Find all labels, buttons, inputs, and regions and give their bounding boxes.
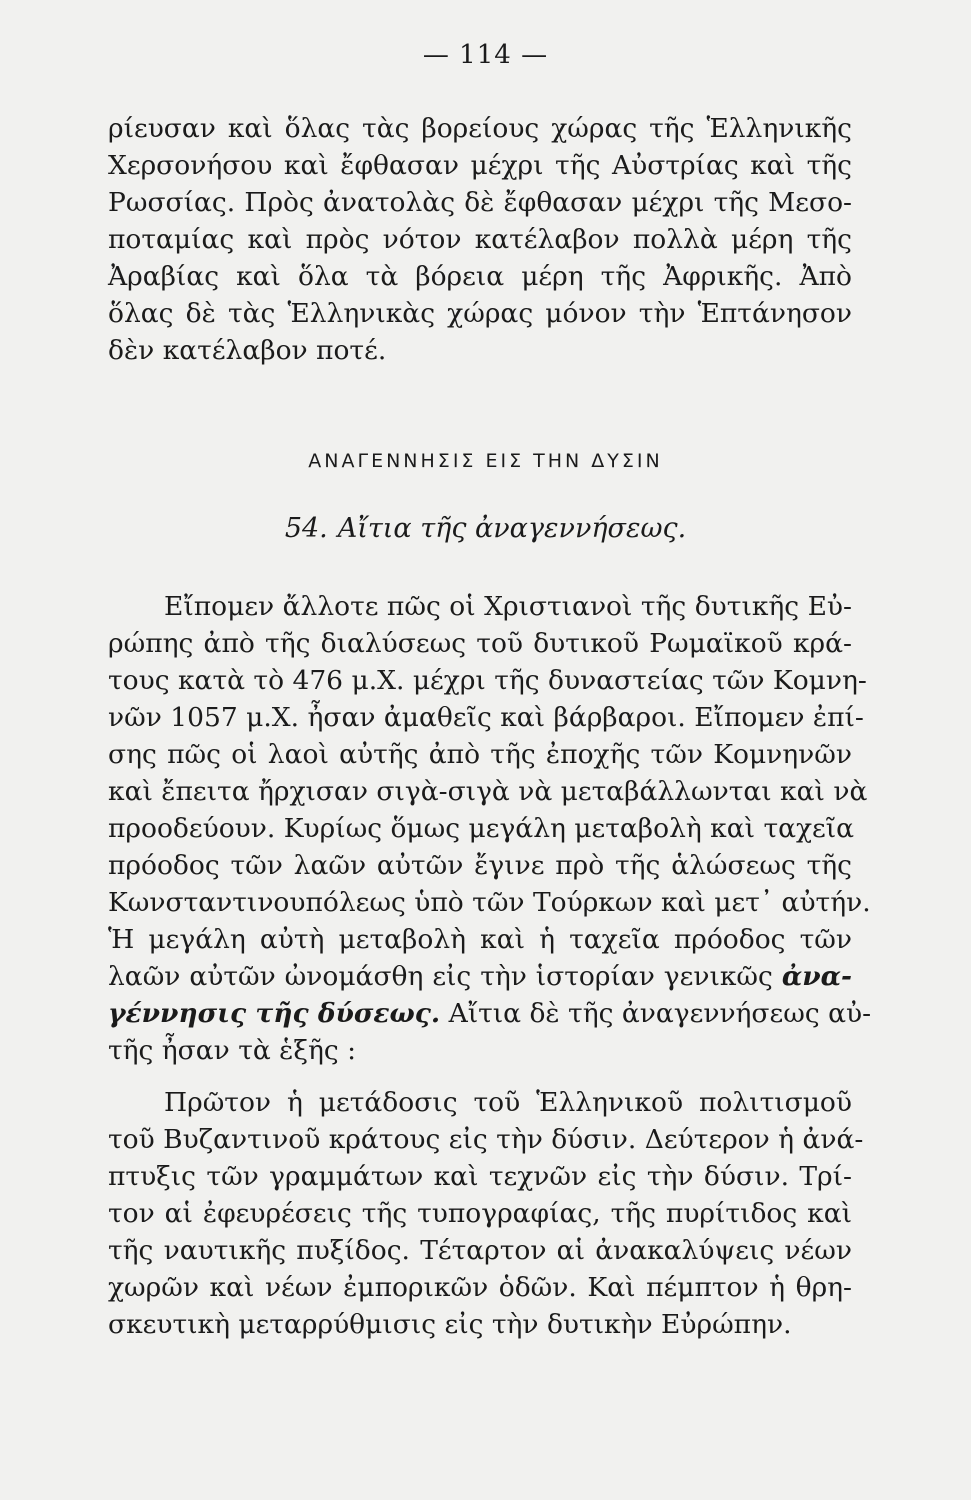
- text-line: δὲν κατέλαβον ποτέ.: [108, 335, 387, 366]
- text-line: πτυξις τῶν γραμμάτων καὶ τεχνῶν εἰς τὴν δύσιν. Τρί-: [108, 1161, 852, 1192]
- text-line: Ρωσσίας. Πρὸς ἀνατολὰς δὲ ἔφθασαν μέχρι τῆς Μεσο-: [108, 187, 852, 218]
- text-segment: Αἴτια δὲ τῆς ἀναγεννήσεως αὐ-: [440, 998, 872, 1029]
- text-line: ρίευσαν καὶ ὅλας τὰς βορείους χώρας τῆς Ἑλληνικῆς: [108, 113, 852, 144]
- text-line: καὶ ἔπειτα ἤρχισαν σιγὰ-σιγὰ νὰ μεταβάλλωνται καὶ νὰ: [108, 776, 868, 807]
- text-line: ποταμίας καὶ πρὸς νότον κατέλαβον πολλὰ μέρη τῆς: [108, 224, 852, 255]
- text-line: Κωνσταντινουπόλεως ὑπὸ τῶν Τούρκων καὶ μετ᾽ αὐτήν.: [108, 887, 871, 918]
- text-line: πρόοδος τῶν λαῶν αὐτῶν ἔγινε πρὸ τῆς ἁλώσεως τῆς: [108, 850, 852, 881]
- text-line: [108, 996, 872, 1032]
- subsection-number: 54.: [284, 513, 328, 544]
- section-heading: ΑΝΑΓΕΝΝΗΣΙΣ ΕΙΣ ΤΗΝ ΔΥΣΙΝ: [308, 450, 663, 472]
- text-line: Εἴπομεν ἄλλοτε πῶς οἱ Χριστιανοὶ τῆς δυτικῆς Εὐ-: [164, 591, 852, 622]
- text-line: τους κατὰ τὸ 476 μ.Χ. μέχρι τῆς δυναστείας τῶν Κομνη-: [108, 665, 867, 696]
- emphasized-term: ἀνα-: [781, 961, 852, 992]
- page-number: — 114 —: [422, 40, 549, 70]
- text-line: χωρῶν καὶ νέων ἐμπορικῶν ὁδῶν. Καὶ πέμπτον ἡ θρη-: [108, 1272, 852, 1303]
- text-line: προοδεύουν. Κυρίως ὅμως μεγάλη μεταβολὴ καὶ ταχεῖα: [108, 813, 855, 844]
- subsection-title-text: Αἴτια τῆς ἀναγεννήσεως.: [337, 513, 687, 544]
- text-line: Πρῶτον ἡ μετάδοσις τοῦ Ἑλληνικοῦ πολιτισμοῦ: [164, 1087, 852, 1118]
- text-line: νῶν 1057 μ.Χ. ἦσαν ἀμαθεῖς καὶ βάρβαροι. Εἴπομεν ἐπί-: [108, 702, 864, 733]
- text-line: τῆς ἦσαν τὰ ἑξῆς :: [108, 1035, 357, 1066]
- text-line: ρώπης ἀπὸ τῆς διαλύσεως τοῦ δυτικοῦ Ρωμαϊκοῦ κρά-: [108, 628, 852, 659]
- text-line: Χερσονήσου καὶ ἔφθασαν μέχρι τῆς Αὐστρίας καὶ τῆς: [108, 150, 852, 181]
- text-line: σκευτικὴ μεταρρύθμισις εἰς τὴν δυτικὴν Εὐρώπην.: [108, 1309, 792, 1340]
- text-line: τοῦ Βυζαντινοῦ κράτους εἰς τὴν δύσιν. Δεύτερον ἡ ἀνά-: [108, 1124, 864, 1155]
- text-line: τον αἱ ἐφευρέσεις τῆς τυπογραφίας, τῆς πυρίτιδος καὶ: [108, 1198, 852, 1229]
- text-line: σης πῶς οἱ λαοὶ αὐτῆς ἀπὸ τῆς ἐποχῆς τῶν Κομνηνῶν: [108, 739, 852, 770]
- emphasized-term: γέννησις τῆς δύσεως.: [108, 998, 441, 1029]
- text-line: τῆς ναυτικῆς πυξίδος. Τέταρτον αἱ ἀνακαλύψεις νέων: [108, 1235, 852, 1266]
- text-line: [108, 959, 852, 995]
- text-line: ὅλας δὲ τὰς Ἑλληνικὰς χώρας μόνον τὴν Ἑπτάνησον: [108, 298, 852, 329]
- text-line: Ἀραβίας καὶ ὅλα τὰ βόρεια μέρη τῆς Ἀφρικῆς. Ἀπὸ: [108, 261, 852, 292]
- text-segment: λαῶν αὐτῶν ὠνομάσθη εἰς τὴν ἱστορίαν γενικῶς: [108, 961, 782, 992]
- text-line: Ἡ μεγάλη αὐτὴ μεταβολὴ καὶ ἡ ταχεῖα πρόοδος τῶν: [108, 924, 852, 955]
- subsection-title: [0, 513, 971, 544]
